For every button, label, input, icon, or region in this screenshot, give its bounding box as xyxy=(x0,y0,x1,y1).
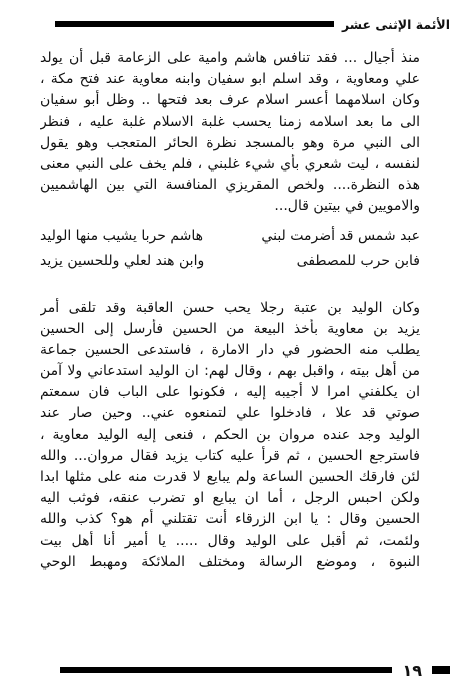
text-line: والامويين في بيتين قال... xyxy=(274,198,420,215)
text-line: علي ومعاوية ، وقد اسلم ابو سفيان وابنه معاوية عند فتح مكة ، xyxy=(40,71,420,88)
text-line: وكان اسلامهما أعسر اسلام عرف بعد فتحها .. وظل أبو سفيان xyxy=(40,92,420,109)
paragraph-2 xyxy=(40,298,420,573)
text-line: لنفسه ، ليت شعري بأي شيء غلبني ، فلم يخف على النبي معنى xyxy=(40,155,420,172)
text-line: النبوة ، وموضع الرسالة ومختلف الملائكة ومهبط الوحي xyxy=(40,553,420,570)
verse-first-hemistich: فابن حرب للمصطفى xyxy=(296,252,420,269)
text-line: ولئمت، ثم أقبل على الوليد وقال ..... يا أمير أنا أهل بيت xyxy=(40,532,420,549)
page-number: ١٩ xyxy=(402,660,422,680)
verse-line xyxy=(40,224,420,249)
verse-second-hemistich: وابن هند لعلي وللحسين يزيد xyxy=(40,252,205,269)
paragraph-1 xyxy=(40,48,420,218)
text-line: الحسين وقال : يا ابن الزرقاء أنت تقتلني أم هو؟ كذب والله xyxy=(40,511,420,528)
header-rule xyxy=(55,21,334,27)
running-title: الأئمة الإثنى عشر xyxy=(341,16,450,32)
text-line: فاسترجع الحسين ، ثم قرأ عليه كتاب يزيد فقال مروان... والله xyxy=(40,447,420,464)
text-line: هذه النظرة.... ولخص المقريزي المنافسة التي بين الهاشميين xyxy=(40,177,420,194)
page-header xyxy=(55,14,450,34)
text-line: منذ أجيال ... فقد تنافس هاشم وامية على الزعامة قبل أن يولد xyxy=(40,50,420,66)
page-footer xyxy=(60,659,450,681)
text-line: وكان الوليد بن عتبة رجلا يحب حسن العاقبة وقد تلقى أمر xyxy=(40,299,420,316)
footer-ornament xyxy=(432,666,450,674)
poem-verses xyxy=(40,224,420,274)
footer-rule xyxy=(60,667,392,673)
page-body xyxy=(40,48,420,573)
paragraph-gap xyxy=(40,274,420,298)
text-line: الى ما بعد اسلامه زمنا يحسب غلبة الاسلام غلبة عليه ، فنظر xyxy=(40,113,420,130)
text-line: الى النبي مرة وهو بالمسجد نظرة الحائر المتعجب وهو يقول xyxy=(40,134,420,151)
text-line: لئن فارقك الحسين الساعة ولم يبايع لا قدرت منه على مثلها ابدا xyxy=(40,469,420,485)
text-line: ولكن احبس الرجل ، أما ان يبايع او تضرب عنقه، فوثب اليه xyxy=(40,490,420,507)
text-line: ان يكلفني امرا لا أجيبه إليه ، فكونوا على الباب فان سمعتم xyxy=(40,384,420,401)
text-line: يزيد بن معاوية بأخذ البيعة من الحسين فأرسل إلى الحسين xyxy=(40,320,420,337)
verse-line xyxy=(40,249,420,274)
text-line: الوليد وجد عنده مروان بن الحكم ، فنعى إليه الوليد معاوية ، xyxy=(40,426,420,443)
text-line: من أهل بيته ، واقبل بهم ، وقال لهم: ان الوليد استدعاني ولا آمن xyxy=(40,363,420,380)
verse-second-hemistich: هاشم حربا يشيب منها الوليد xyxy=(40,227,204,244)
verse-first-hemistich: عبد شمس قد أضرمت لبني xyxy=(261,227,420,244)
text-line: صوتي قد علا ، فادخلوا علي لتمنعوه عني.. وحين صار عند xyxy=(40,405,420,422)
text-line: يطلب منه الحضور في دار الامارة ، فاستدعى الحسين جماعة xyxy=(40,341,420,358)
